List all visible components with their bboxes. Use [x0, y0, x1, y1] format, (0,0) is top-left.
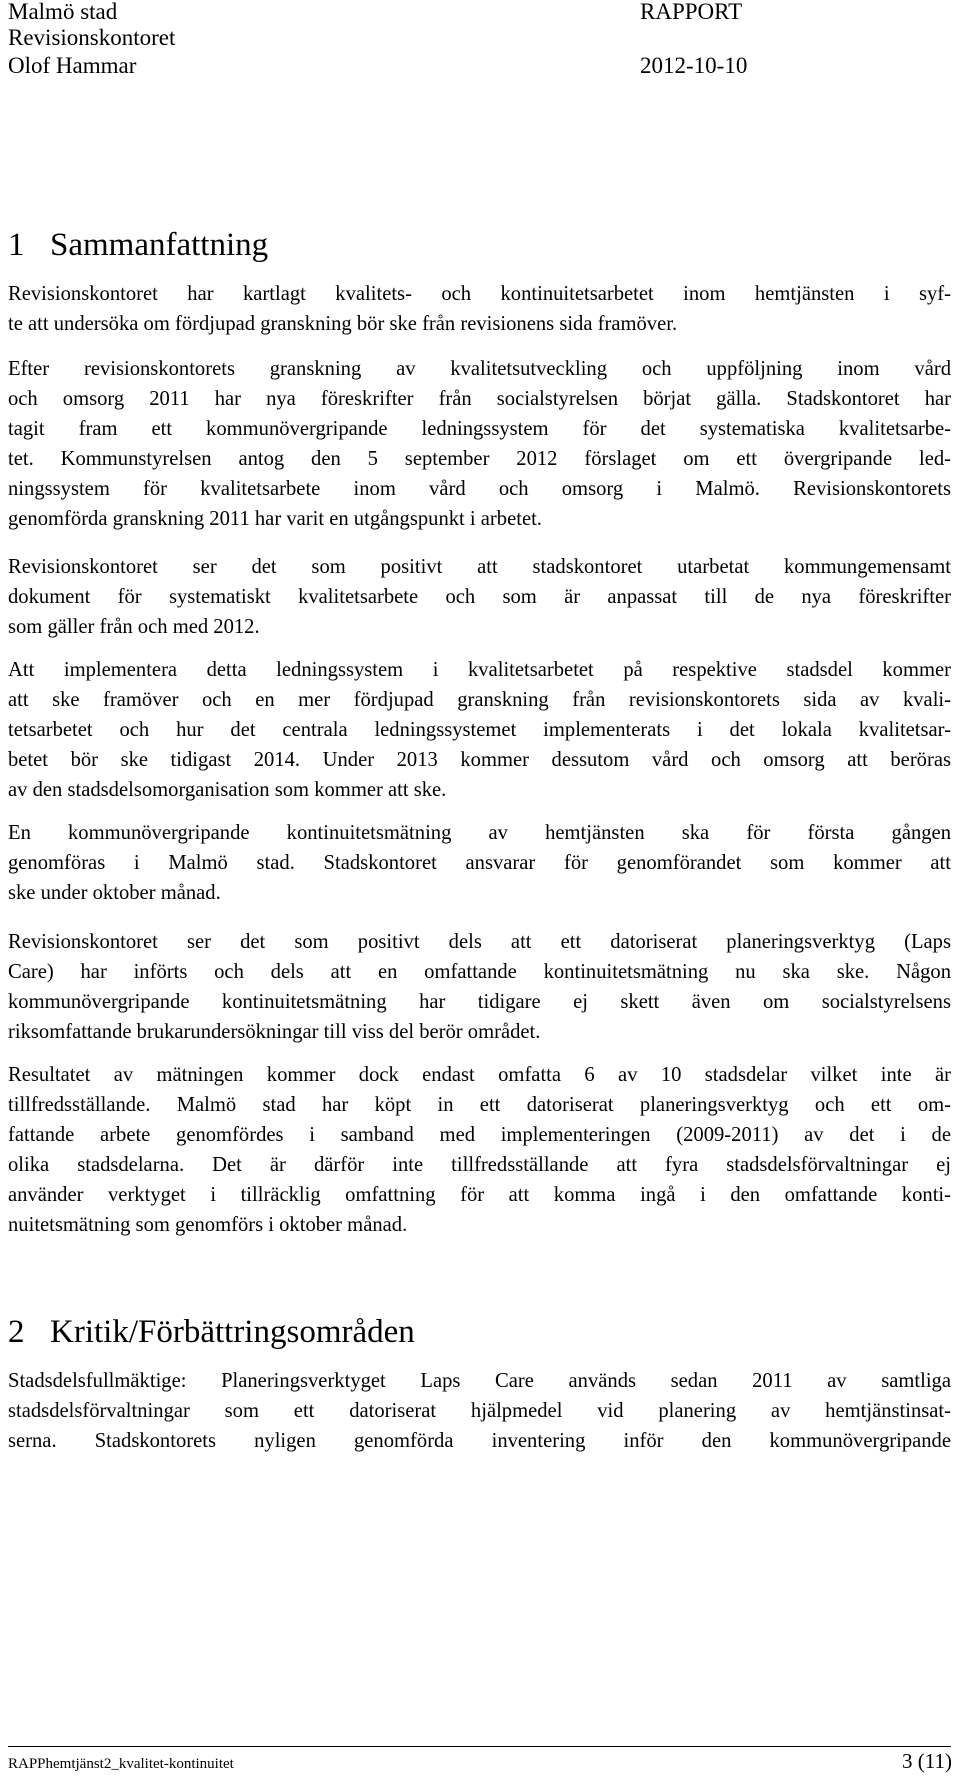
- text-line: stadsdelsförvaltningar som ett datoriserat hjälpmedel vid planering av hemtjänstinsat-: [8, 1400, 951, 1422]
- section-1-title: Sammanfattning: [50, 227, 269, 263]
- text-line: tetsarbetet och hur det centrala ledningssystemet implementerats i det lokala kvalitetsar-: [8, 719, 951, 741]
- text-line: te att undersöka om fördjupad granskning bör ske från revisionens sida framöver.: [8, 313, 678, 335]
- text-line: tagit fram ett kommunövergripande ledningssystem för det systematiska kvalitetsarbe-: [8, 418, 951, 440]
- text-line: och omsorg 2011 har nya föreskrifter från socialstyrelsen börjat gälla. Stadskontoret har: [8, 388, 951, 410]
- text-line: serna. Stadskontorets nyligen genomförda inventering inför den kommunövergripande: [8, 1430, 951, 1452]
- page-number: 3 (11): [902, 1749, 952, 1773]
- header-dept: Revisionskontoret: [8, 25, 176, 50]
- footer-filename: RAPPhemtjänst2_kvalitet-kontinuitet: [8, 1756, 234, 1772]
- paragraph-4: [8, 655, 951, 805]
- paragraph-1: [8, 279, 951, 339]
- section-1-heading: [8, 225, 268, 265]
- text-line: dokument för systematiskt kvalitetsarbete och som är anpassat till de nya föreskrifter: [8, 586, 951, 608]
- section-2-heading: [8, 1312, 415, 1352]
- paragraph-8: [8, 1366, 951, 1456]
- text-line: använder verktyget i tillräcklig omfattning för att komma ingå i den omfattande konti-: [8, 1184, 951, 1206]
- text-line: Revisionskontoret har kartlagt kvalitets- och kontinuitetsarbetet inom hemtjänsten i syf-: [8, 283, 951, 305]
- text-line: ningssystem för kvalitetsarbete inom vård och omsorg i Malmö. Revisionskontorets: [8, 478, 951, 500]
- text-line: som gäller från och med 2012.: [8, 616, 260, 638]
- section-1-number: 1: [8, 227, 25, 263]
- header-author: Olof Hammar: [8, 53, 137, 78]
- header-org: Malmö stad: [8, 0, 118, 24]
- text-line: ske under oktober månad.: [8, 882, 221, 904]
- text-line: att ske framöver och en mer fördjupad granskning från revisionskontorets sida av kvali-: [8, 689, 951, 711]
- header-date: 2012-10-10: [640, 53, 748, 78]
- text-line: Revisionskontoret ser det som positivt dels att ett datoriserat planeringsverktyg (Laps: [8, 931, 951, 953]
- text-line: tillfredsställande. Malmö stad har köpt in ett datoriserat planeringsverktyg och ett om-: [8, 1094, 951, 1116]
- text-line: fattande arbete genomfördes i samband med implementeringen (2009-2011) av det i de: [8, 1124, 951, 1146]
- text-line: Stadsdelsfullmäktige: Planeringsverktyget Laps Care används sedan 2011 av samtliga: [8, 1370, 951, 1392]
- paragraph-3: [8, 552, 951, 642]
- text-line: kommunövergripande kontinuitetsmätning har tidigare ej skett även om socialstyrelsens: [8, 991, 951, 1013]
- text-line: betet bör ske tidigast 2014. Under 2013 kommer dessutom vård och omsorg att beröras: [8, 749, 951, 771]
- paragraph-5: [8, 818, 951, 908]
- text-line: Care) har införts och dels att en omfattande kontinuitetsmätning nu ska ske. Någon: [8, 961, 951, 983]
- section-2-title: Kritik/Förbättringsområden: [50, 1314, 415, 1350]
- text-line: olika stadsdelarna. Det är därför inte tillfredsställande att fyra stadsdelsförvaltningar ej: [8, 1154, 951, 1176]
- text-line: genomföras i Malmö stad. Stadskontoret ansvarar för genomförandet som kommer att: [8, 852, 951, 874]
- paragraph-2: [8, 354, 951, 534]
- text-line: tet. Kommunstyrelsen antog den 5 september 2012 förslaget om ett övergripande led-: [8, 448, 951, 470]
- text-line: nuitetsmätning som genomförs i oktober månad.: [8, 1214, 408, 1236]
- text-line: Revisionskontoret ser det som positivt att stadskontoret utarbetat kommungemensamt: [8, 556, 951, 578]
- text-line: Att implementera detta ledningssystem i kvalitetsarbetet på respektive stadsdel kommer: [8, 659, 951, 681]
- paragraph-6: [8, 927, 951, 1047]
- header-doc-type: RAPPORT: [640, 0, 743, 24]
- paragraph-7: [8, 1060, 951, 1240]
- section-2-number: 2: [8, 1314, 25, 1350]
- text-line: Resultatet av mätningen kommer dock endast omfatta 6 av 10 stadsdelar vilket inte är: [8, 1064, 951, 1086]
- footer-divider: [8, 1746, 951, 1747]
- text-line: genomförda granskning 2011 har varit en utgångspunkt i arbetet.: [8, 508, 542, 530]
- text-line: riksomfattande brukarundersökningar till viss del berör området.: [8, 1021, 541, 1043]
- text-line: En kommunövergripande kontinuitetsmätning av hemtjänsten ska för första gången: [8, 822, 951, 844]
- text-line: av den stadsdelsomorganisation som kommer att ske.: [8, 779, 447, 801]
- text-line: Efter revisionskontorets granskning av kvalitetsutveckling och uppföljning inom vård: [8, 358, 951, 380]
